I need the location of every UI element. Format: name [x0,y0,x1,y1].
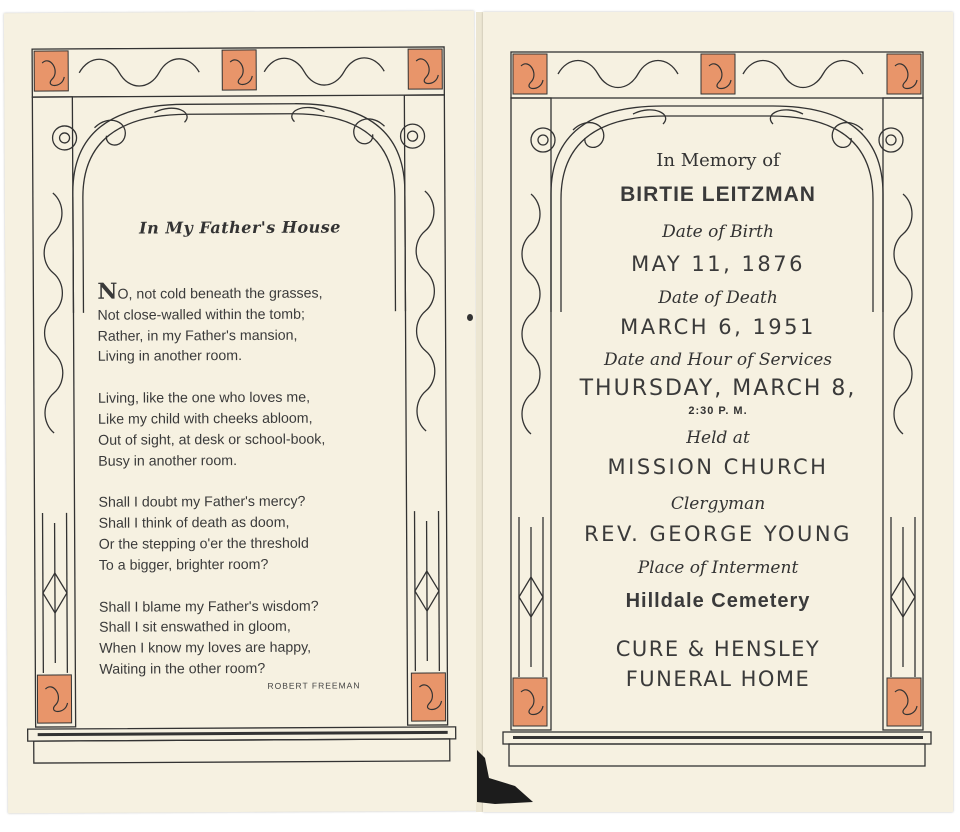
clergy-label: Clergyman [670,494,766,514]
poem-line: Shall I doubt my Father's mercy? [98,494,306,512]
birth-date: MAY 11, 1876 [631,252,805,276]
poem-line: Living, like the one who loves me, [97,389,311,407]
poem-line: Shall I blame my Father's wisdom? [98,598,319,616]
stanza-2 [98,387,398,472]
interment-label: Place of Interment [637,558,799,578]
poem-line: Rather, in my Father's mansion, [97,327,298,345]
poem-line: Busy in another room. [98,452,238,470]
poem-line: Shall I sit enswathed in gloom, [99,619,291,637]
memory-heading: In Memory of [656,150,780,171]
stanza-1 [97,278,397,368]
card-fold [476,12,483,812]
stanza-3 [98,492,398,577]
poem-line: Living in another room. [97,348,243,366]
poem-title: In My Father's House [139,217,342,238]
poem-body [97,278,399,701]
held-label: Held at [686,428,750,448]
poem-author: ROBERT FREEMAN [267,680,361,691]
drop-cap: N [97,278,118,305]
birth-label: Date of Birth [662,222,774,242]
services-time: 2:30 P. M. [688,405,748,417]
pin-hole [467,314,473,321]
poem-line-text: O, not cold beneath the grasses, [117,285,323,303]
stanza-4 [99,596,399,681]
poem-card [4,11,478,813]
poem-line: Or the stepping o'er the threshold [98,535,309,553]
memorial-card [483,12,953,812]
poem-line: Not close-walled within the tomb; [97,306,305,324]
poem-line: Out of sight, at desk or school-book, [98,431,326,449]
poem-line: Shall I think of death as doom, [98,514,290,532]
held-place: MISSION CHURCH [607,455,829,479]
interment-place: Hilldale Cemetery [625,590,811,612]
death-label: Date of Death [658,288,778,308]
torn-corner [475,748,535,808]
poem-line: When I know my loves are happy, [99,639,312,657]
poem-line: Like my child with cheeks abloom, [97,410,313,428]
clergy-name: REV. GEORGE YOUNG [584,522,852,546]
services-label: Date and Hour of Services [603,350,833,370]
funeral-home-line-1: CURE & HENSLEY [615,637,821,661]
funeral-home-line-2: FUNERAL HOME [625,667,811,691]
deceased-name: BIRTIE LEITZMAN [620,183,816,206]
poem-line [97,278,397,305]
poem-line: To a bigger, brighter room? [98,556,269,574]
poem-line: Waiting in the other room? [99,660,266,678]
services-date: THURSDAY, MARCH 8, [579,376,857,401]
death-date: MARCH 6, 1951 [620,315,816,339]
